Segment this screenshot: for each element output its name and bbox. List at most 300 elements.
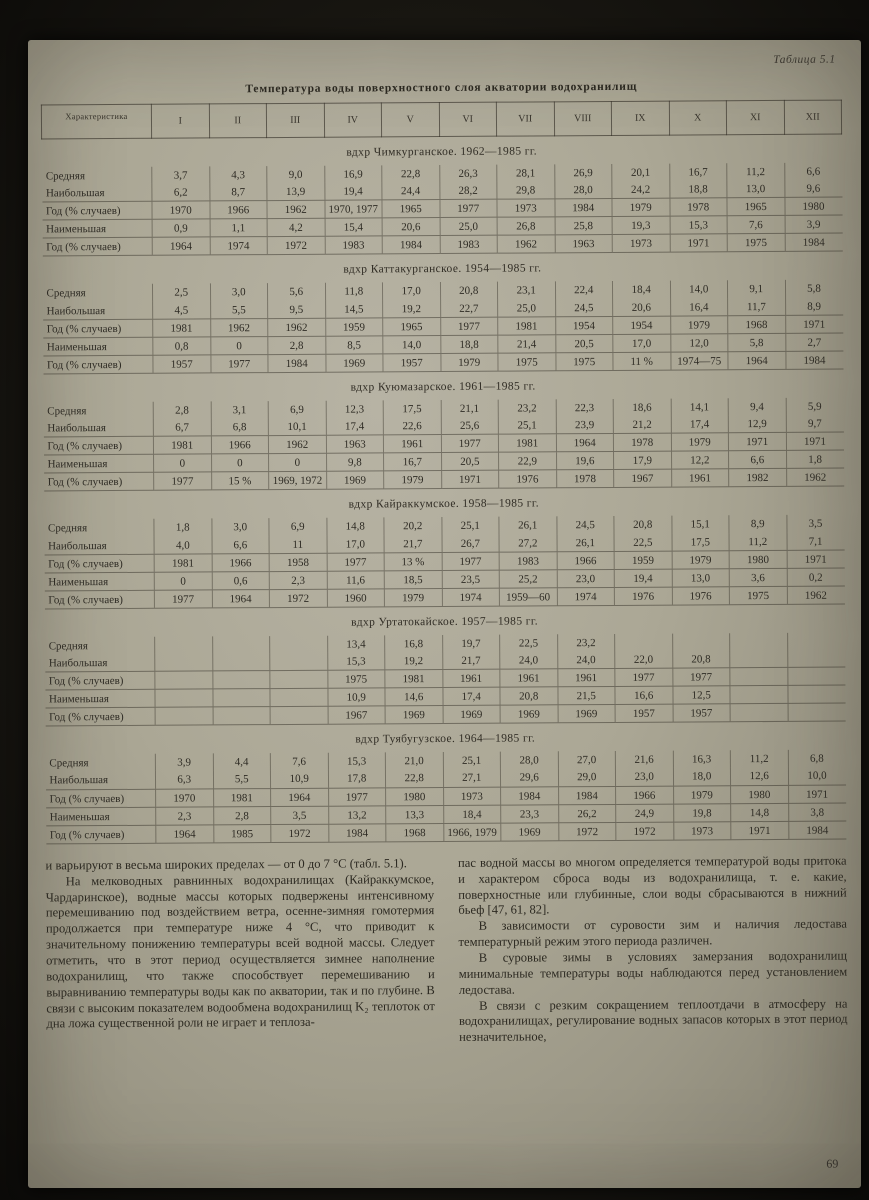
table-cell: 1968 bbox=[728, 315, 786, 333]
table-cell: 1964 bbox=[556, 434, 614, 452]
row-label: Год (% случаев) bbox=[42, 201, 152, 220]
column-header-month: II bbox=[209, 104, 267, 138]
table-cell: 6,9 bbox=[268, 401, 326, 418]
table-cell: 1978 bbox=[669, 198, 727, 216]
row-label: Наибольшая bbox=[44, 536, 154, 554]
table-cell: 1977 bbox=[210, 354, 268, 372]
table-cell: 23,1 bbox=[497, 282, 555, 299]
table-cell: 19,7 bbox=[442, 635, 500, 652]
table-cell: 1971 bbox=[670, 234, 728, 252]
table-cell: 27,0 bbox=[558, 751, 616, 768]
table-cell: 17,0 bbox=[382, 282, 440, 299]
table-cell bbox=[787, 685, 845, 703]
table-cell: 1975 bbox=[727, 234, 785, 252]
table-cell: 26,1 bbox=[557, 533, 615, 551]
column-header-characteristic: Характеристика bbox=[41, 104, 151, 139]
table-cell: 1971 bbox=[441, 470, 499, 488]
table-cell: 1974—75 bbox=[670, 352, 728, 370]
table-cell: 18,4 bbox=[443, 805, 501, 823]
table-cell: 23,9 bbox=[556, 416, 614, 434]
table-body bbox=[42, 134, 846, 844]
table-cell: 21,0 bbox=[385, 752, 443, 769]
table-cell: 26,3 bbox=[439, 165, 497, 182]
table-cell: 22,9 bbox=[499, 452, 557, 470]
table-cell: 24,5 bbox=[556, 516, 614, 533]
table-cell: 19,6 bbox=[556, 452, 614, 470]
table-cell: 1969 bbox=[385, 706, 443, 724]
paragraph: и варьируют в весьма широких пределах — от 0 до 7 °С (табл. 5.1). bbox=[45, 856, 407, 873]
table-cell bbox=[787, 650, 845, 668]
table-cell: 0,2 bbox=[787, 568, 845, 586]
table-cell: 4,5 bbox=[153, 301, 211, 319]
book-page bbox=[28, 40, 861, 1188]
table-cell: 1962 bbox=[267, 200, 325, 218]
table-cell: 1977 bbox=[154, 472, 212, 490]
table-cell: 1954 bbox=[613, 316, 671, 334]
table-cell: 2,7 bbox=[785, 333, 843, 351]
table-cell: 0 bbox=[154, 572, 212, 590]
table-cell: 19,3 bbox=[612, 216, 670, 234]
page-content bbox=[25, 37, 865, 1190]
table-cell: 12,0 bbox=[670, 334, 728, 352]
table-cell: 2,5 bbox=[152, 284, 210, 301]
table-cell: 3,6 bbox=[729, 568, 787, 586]
table-cell: 12,6 bbox=[730, 767, 788, 785]
table-cell: 1964 bbox=[152, 237, 210, 255]
table-cell: 17,4 bbox=[326, 417, 384, 435]
table-cell: 1966, 1979 bbox=[443, 823, 501, 841]
table-cell: 15,1 bbox=[671, 516, 729, 533]
table-cell: 1975 bbox=[729, 586, 787, 604]
table-cell: 7,1 bbox=[787, 532, 845, 550]
table-cell: 1961 bbox=[442, 669, 500, 687]
table-cell: 7,6 bbox=[270, 753, 328, 770]
table-cell bbox=[212, 689, 270, 707]
table-cell: 1979 bbox=[671, 433, 729, 451]
table-cell: 3,1 bbox=[211, 401, 269, 418]
row-label: Средняя bbox=[45, 170, 86, 183]
row-label: Наибольшая bbox=[42, 184, 152, 202]
table-cell: 1971 bbox=[731, 821, 789, 839]
table-cell: 14,6 bbox=[385, 688, 443, 706]
table-cell: 8,7 bbox=[209, 183, 267, 201]
row-label: Средняя bbox=[46, 287, 86, 300]
table-cell bbox=[212, 636, 270, 653]
table-cell: 1982 bbox=[729, 469, 787, 487]
table-cell: 1980 bbox=[784, 197, 842, 215]
table-cell: 13,0 bbox=[672, 568, 730, 586]
table-cell: 1,8 bbox=[154, 519, 212, 536]
table-cell: 17,4 bbox=[671, 415, 729, 433]
table-cell: 22,6 bbox=[383, 417, 441, 435]
text-column-left bbox=[45, 856, 435, 1049]
table-cell bbox=[787, 632, 845, 649]
table-cell: 1984 bbox=[785, 351, 843, 369]
table-cell: 24,0 bbox=[500, 651, 558, 669]
paragraph: пас водной массы во многом определяется температурой воды притока и характером сброса воды из водохранилища, т. е. какие, поверхностные или глубинные, слои воды сбрасываются в нижний бьеф [47, 61, 82]. bbox=[457, 853, 847, 918]
table-cell: 1977 bbox=[327, 552, 385, 570]
table-cell: 24,2 bbox=[612, 181, 670, 199]
table-caption-number: Таблица 5.1 bbox=[773, 53, 836, 66]
table-cell: 1963 bbox=[326, 435, 384, 453]
table-cell: 1960 bbox=[327, 589, 385, 607]
table-cell: 11,2 bbox=[729, 532, 787, 550]
column-header-month: I bbox=[151, 104, 209, 138]
table-cell: 1979 bbox=[440, 353, 498, 371]
table-cell: 29,0 bbox=[558, 768, 616, 786]
table-cell: 15 % bbox=[211, 472, 269, 490]
table-cell: 1971 bbox=[786, 432, 844, 450]
table-cell: 21,4 bbox=[498, 335, 556, 353]
table-cell: 1967 bbox=[328, 706, 386, 724]
table-cell bbox=[155, 689, 213, 707]
table-cell bbox=[270, 670, 328, 688]
table-cell: 1961 bbox=[557, 669, 615, 687]
table-cell bbox=[615, 633, 673, 650]
paragraph: На мелководных равнинных водохранилищах (Кайраккумское, Чардаринское), водные массы которых подвержены интенсивному перемешиванию под воздействием ветра, осенне-зимняя гомотермия продолжается при температуре ниже 4 °С, что приводит к значительному понижению температуры всей водной массы. Следует отметить, что в этот период осуществляется зимнее наполнение водохранилищ, что также способствует перемешиванию и выравниванию температуры воды как по акватории, так и по глубине. В связи с высоким показателем водообмена водохранилищ K₂ теплоток от дна ложа существенной роли не играет и теплоза- bbox=[45, 871, 435, 1031]
table-cell: 22,3 bbox=[556, 399, 614, 416]
table-header bbox=[41, 100, 841, 139]
table-cell: 1984 bbox=[328, 824, 386, 842]
table-cell: 1984 bbox=[501, 786, 559, 804]
paragraph: В суровые зимы в условиях замерзания водохранилищ минимальные температуры воды наблюдаются перед установлением ледостава. bbox=[458, 948, 848, 997]
table-cell: 14,0 bbox=[383, 335, 441, 353]
table-cell: 1969 bbox=[500, 705, 558, 723]
table-cell: 1977 bbox=[440, 317, 498, 335]
table-cell: 14,0 bbox=[670, 281, 728, 298]
row-label: Год (% случаев) bbox=[45, 671, 155, 690]
table-cell: 23,0 bbox=[557, 569, 615, 587]
table-cell: 3,7 bbox=[152, 166, 210, 183]
table-cell: 5,9 bbox=[786, 397, 844, 414]
table-cell bbox=[730, 633, 788, 650]
table-cell: 26,8 bbox=[497, 217, 555, 235]
table-cell: 9,1 bbox=[727, 280, 785, 297]
table-cell: 12,3 bbox=[326, 400, 384, 417]
table-cell: 13,2 bbox=[328, 805, 386, 823]
table-cell: 1979 bbox=[384, 588, 442, 606]
table-cell: 20,6 bbox=[382, 218, 440, 236]
table-cell: 18,6 bbox=[613, 399, 671, 416]
table-cell: 7,6 bbox=[727, 216, 785, 234]
table-cell: 8,9 bbox=[785, 297, 843, 315]
table-cell: 9,7 bbox=[786, 415, 844, 433]
table-cell: 6,8 bbox=[211, 418, 269, 436]
table-cell: 13 % bbox=[384, 552, 442, 570]
table-cell: 18,4 bbox=[612, 281, 670, 298]
table-cell: 1962 bbox=[786, 468, 844, 486]
column-header-month: XI bbox=[726, 100, 784, 134]
row-label: Наименьшая bbox=[42, 220, 152, 239]
row-label: Средняя bbox=[49, 757, 89, 770]
table-cell: 1957 bbox=[383, 353, 441, 371]
table-cell bbox=[270, 706, 328, 724]
table-cell: 0 bbox=[210, 336, 268, 354]
column-header-month: IX bbox=[611, 101, 669, 135]
table-cell: 18,8 bbox=[669, 180, 727, 198]
table-cell: 25,1 bbox=[498, 416, 556, 434]
column-header-month: III bbox=[266, 103, 324, 137]
table-cell: 1984 bbox=[558, 786, 616, 804]
table-cell: 20,5 bbox=[555, 334, 613, 352]
table-cell: 1984 bbox=[268, 354, 326, 372]
table-cell: 5,5 bbox=[210, 301, 268, 319]
table-cell: 1977 bbox=[439, 199, 497, 217]
table-cell: 16,4 bbox=[670, 298, 728, 316]
table-cell: 14,8 bbox=[731, 803, 789, 821]
row-label: Год (% случаев) bbox=[45, 708, 155, 727]
table-cell: 1977 bbox=[672, 668, 730, 686]
table-cell: 2,3 bbox=[269, 571, 327, 589]
table-cell: 1958 bbox=[269, 553, 327, 571]
row-label: Год (% случаев) bbox=[44, 473, 154, 492]
table-cell: 10,9 bbox=[270, 770, 328, 788]
row-label: Средняя bbox=[47, 522, 88, 535]
table-cell: 1983 bbox=[325, 236, 383, 254]
column-header-month: X bbox=[669, 101, 727, 135]
table-title: Температура воды поверхностного слоя акватории водохранилищ bbox=[245, 80, 638, 96]
table-cell: 17,0 bbox=[613, 334, 671, 352]
table-cell: 0 bbox=[211, 454, 269, 472]
table-cell: 11,6 bbox=[327, 571, 385, 589]
table-cell: 6,8 bbox=[788, 750, 846, 767]
table-cell: 1971 bbox=[785, 315, 843, 333]
row-label: Год (% случаев) bbox=[43, 355, 153, 374]
table-cell: 1954 bbox=[555, 316, 613, 334]
table-cell: 1962 bbox=[268, 318, 326, 336]
page-number: 69 bbox=[826, 1156, 839, 1171]
section-heading: вдхр Куюмазарское. 1961—1985 гг. bbox=[350, 380, 536, 394]
table-cell: 1981 bbox=[498, 434, 556, 452]
table-cell: 20,1 bbox=[612, 164, 670, 181]
row-label: Год (% случаев) bbox=[42, 238, 152, 257]
table-cell: 1980 bbox=[731, 785, 789, 803]
table-cell: 16,8 bbox=[385, 635, 443, 652]
table-cell: 1969 bbox=[325, 354, 383, 372]
section-heading: вдхр Каттакурганское. 1954—1985 гг. bbox=[343, 262, 542, 277]
table-cell: 1974 bbox=[557, 587, 615, 605]
table-cell: 1965 bbox=[727, 198, 785, 216]
table-cell: 20,8 bbox=[614, 516, 672, 533]
table-cell: 1973 bbox=[443, 787, 501, 805]
table-cell bbox=[788, 703, 846, 721]
table-cell: 2,8 bbox=[268, 336, 326, 354]
table-cell: 1965 bbox=[382, 200, 440, 218]
section-heading: вдхр Кайраккумское. 1958—1985 гг. bbox=[348, 497, 540, 511]
table-cell: 19,2 bbox=[385, 652, 443, 670]
table-cell: 1975 bbox=[498, 353, 556, 371]
table-cell: 22,7 bbox=[440, 299, 498, 317]
table-cell: 1962 bbox=[268, 435, 326, 453]
table-cell: 23,2 bbox=[498, 399, 556, 416]
table-cell: 19,4 bbox=[324, 182, 382, 200]
table-cell: 24,9 bbox=[616, 804, 674, 822]
table-cell: 1964 bbox=[728, 351, 786, 369]
table-cell: 1969 bbox=[443, 705, 501, 723]
table-cell: 6,6 bbox=[729, 451, 787, 469]
table-cell: 25,1 bbox=[443, 752, 501, 769]
table-cell: 1984 bbox=[785, 233, 843, 251]
table-cell: 6,7 bbox=[153, 418, 211, 436]
table-cell: 26,1 bbox=[499, 517, 557, 534]
table-cell: 1966 bbox=[209, 201, 267, 219]
table-cell: 22,8 bbox=[385, 769, 443, 787]
table-cell: 16,7 bbox=[384, 453, 442, 471]
table-cell: 1984 bbox=[382, 236, 440, 254]
row-label: Наименьшая bbox=[45, 689, 155, 708]
table-cell: 4,4 bbox=[213, 753, 271, 770]
table-cell: 1972 bbox=[267, 237, 325, 255]
table-cell: 1959 bbox=[614, 551, 672, 569]
table-cell: 6,9 bbox=[269, 518, 327, 535]
table-cell: 1964 bbox=[212, 589, 270, 607]
table-cell: 1970, 1977 bbox=[324, 200, 382, 218]
table-cell: 22,5 bbox=[614, 533, 672, 551]
table-cell: 19,4 bbox=[614, 569, 672, 587]
table-cell: 1973 bbox=[612, 234, 670, 252]
table-cell: 10,1 bbox=[268, 418, 326, 436]
table-cell: 23,2 bbox=[557, 634, 615, 651]
table-cell: 29,6 bbox=[500, 769, 558, 787]
table-cell: 1957 bbox=[615, 704, 673, 722]
table-cell: 3,0 bbox=[210, 284, 268, 301]
table-cell: 1977 bbox=[328, 787, 386, 805]
table-cell: 27,1 bbox=[443, 769, 501, 787]
row-label: Средняя bbox=[47, 405, 87, 418]
section-heading: вдхр Чимкурганское. 1962—1985 гг. bbox=[346, 145, 538, 159]
table-cell: 21,6 bbox=[615, 751, 673, 768]
table-cell: 9,6 bbox=[784, 180, 842, 198]
table-cell: 28,2 bbox=[439, 182, 497, 200]
table-cell bbox=[730, 650, 788, 668]
table-cell: 1981 bbox=[213, 788, 271, 806]
table-cell: 1975 bbox=[327, 670, 385, 688]
table-cell: 1972 bbox=[558, 822, 616, 840]
table-cell: 20,8 bbox=[440, 282, 498, 299]
table-cell: 21,5 bbox=[557, 687, 615, 705]
table-cell: 21,7 bbox=[384, 535, 442, 553]
table-cell: 27,2 bbox=[499, 534, 557, 552]
table-cell: 1985 bbox=[213, 824, 271, 842]
table-cell: 17,5 bbox=[383, 400, 441, 417]
table-cell: 17,8 bbox=[328, 770, 386, 788]
table-cell: 1977 bbox=[442, 552, 500, 570]
paragraph: В зависимости от суровости зим и наличия ледостава температурный режим этого периода различен. bbox=[458, 916, 847, 950]
table-cell: 2,8 bbox=[153, 401, 211, 418]
text-column-right bbox=[458, 853, 848, 1046]
row-label: Год (% случаев) bbox=[46, 825, 156, 844]
table-cell: 16,9 bbox=[324, 165, 382, 182]
table-cell: 1974 bbox=[442, 588, 500, 606]
table-cell: 12,5 bbox=[672, 686, 730, 704]
table-cell: 6,3 bbox=[155, 771, 213, 789]
row-label: Год (% случаев) bbox=[43, 319, 153, 338]
table-cell: 1979 bbox=[670, 315, 728, 333]
table-cell: 1957 bbox=[153, 355, 211, 373]
table-cell: 1980 bbox=[729, 550, 787, 568]
table-cell: 1965 bbox=[383, 317, 441, 335]
table-cell: 10,9 bbox=[327, 688, 385, 706]
table-cell: 1983 bbox=[440, 236, 498, 254]
table-cell: 0 bbox=[269, 453, 327, 471]
table-cell: 1961 bbox=[500, 669, 558, 687]
table-cell: 1969, 1972 bbox=[269, 472, 327, 490]
table-cell bbox=[213, 707, 271, 725]
table-cell: 17,0 bbox=[327, 535, 385, 553]
section-heading: вдхр Уртатокайское. 1957—1985 гг. bbox=[351, 615, 538, 629]
table-cell: 1978 bbox=[613, 433, 671, 451]
table-cell: 9,0 bbox=[267, 166, 325, 183]
table-cell bbox=[270, 636, 328, 653]
table-cell: 18,5 bbox=[384, 570, 442, 588]
table-cell: 1975 bbox=[555, 352, 613, 370]
table-cell: 21,2 bbox=[613, 416, 671, 434]
table-cell: 29,8 bbox=[497, 181, 555, 199]
table-cell: 14,5 bbox=[325, 300, 383, 318]
table-cell: 1969 bbox=[326, 471, 384, 489]
table-cell: 1969 bbox=[558, 705, 616, 723]
table-cell: 17,5 bbox=[672, 533, 730, 551]
table-cell: 12,2 bbox=[671, 451, 729, 469]
table-cell bbox=[155, 707, 213, 725]
table-cell: 20,8 bbox=[672, 650, 730, 668]
table-cell bbox=[155, 636, 213, 653]
table-cell: 1981 bbox=[385, 670, 443, 688]
body-text bbox=[45, 853, 847, 1048]
table-cell: 1,1 bbox=[210, 219, 268, 237]
table-cell: 3,5 bbox=[786, 515, 844, 532]
table-cell: 1981 bbox=[153, 319, 211, 337]
table-cell: 2,3 bbox=[156, 807, 214, 825]
data-table bbox=[41, 100, 847, 845]
table-cell: 1959—60 bbox=[499, 588, 557, 606]
table-cell: 1973 bbox=[497, 199, 555, 217]
table-cell: 1971 bbox=[788, 785, 846, 803]
table-cell: 21,7 bbox=[442, 652, 500, 670]
table-cell: 16,3 bbox=[673, 751, 731, 768]
table-cell: 1978 bbox=[556, 470, 614, 488]
table-cell: 15,3 bbox=[670, 216, 728, 234]
column-header-month: VI bbox=[439, 102, 497, 136]
table-cell: 3,5 bbox=[271, 806, 329, 824]
table-cell: 5,5 bbox=[213, 771, 271, 789]
table-cell: 24,4 bbox=[382, 182, 440, 200]
table-cell bbox=[730, 667, 788, 685]
table-cell: 26,9 bbox=[554, 164, 612, 181]
table-cell: 1981 bbox=[154, 554, 212, 572]
table-cell: 1969 bbox=[501, 823, 559, 841]
table-cell: 1976 bbox=[499, 470, 557, 488]
column-header-month: V bbox=[381, 103, 439, 137]
table-cell: 28,1 bbox=[497, 164, 555, 181]
table-cell: 9,4 bbox=[728, 398, 786, 415]
table-cell: 1966 bbox=[212, 553, 270, 571]
paragraph: В связи с резким сокращением теплоотдачи в атмосферу на водохранилищах, регулирование водных запасов которых в этот период незначительное, bbox=[458, 996, 848, 1045]
column-header-month: IV bbox=[324, 103, 382, 137]
table-cell bbox=[730, 686, 788, 704]
row-label: Наименьшая bbox=[44, 454, 154, 473]
table-cell: 11,2 bbox=[727, 163, 785, 180]
table-cell: 1984 bbox=[788, 821, 846, 839]
table-cell: 19,2 bbox=[383, 300, 441, 318]
table-cell: 1970 bbox=[156, 788, 214, 806]
table-cell: 28,0 bbox=[500, 752, 558, 769]
table-cell: 1979 bbox=[612, 198, 670, 216]
table-cell: 19,8 bbox=[673, 803, 731, 821]
table-cell: 4,0 bbox=[154, 536, 212, 554]
table-cell: 1971 bbox=[728, 433, 786, 451]
table-cell: 23,0 bbox=[615, 768, 673, 786]
